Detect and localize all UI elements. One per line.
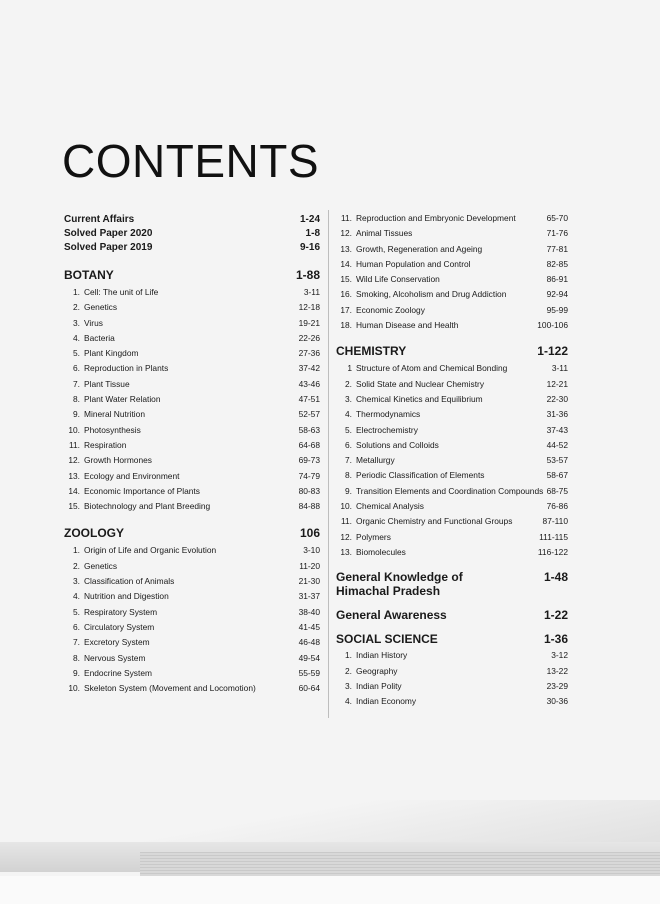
toc-item-pages: 3-10 bbox=[303, 545, 320, 556]
toc-item-number: 5. bbox=[73, 606, 80, 617]
page-bottom-edge bbox=[0, 876, 660, 904]
botany-list bbox=[64, 285, 320, 514]
toc-item-pages: 100-106 bbox=[537, 320, 568, 331]
toc-item-pages: 31-36 bbox=[546, 409, 568, 420]
toc-item-title bbox=[64, 407, 145, 422]
toc-item-label: Photosynthesis bbox=[84, 424, 141, 435]
toc-entry-solved-2019[interactable] bbox=[64, 241, 320, 255]
toc-item-label: Periodic Classification of Elements bbox=[356, 470, 485, 481]
toc-item-pages: 84-88 bbox=[298, 501, 320, 512]
toc-item-label: Indian History bbox=[356, 650, 408, 661]
toc-item[interactable] bbox=[64, 346, 320, 361]
toc-item-number: 1 bbox=[347, 363, 352, 374]
toc-item-number: 4. bbox=[73, 332, 80, 343]
toc-entry-current-affairs[interactable] bbox=[64, 213, 320, 227]
toc-item-number: 7. bbox=[73, 378, 80, 389]
toc-item-title bbox=[336, 484, 543, 499]
toc-item-number: 13. bbox=[68, 470, 80, 481]
toc-item-label: Plant Kingdom bbox=[84, 348, 139, 359]
toc-item-label: Plant Water Relation bbox=[84, 394, 161, 405]
toc-item-label: Human Population and Control bbox=[356, 258, 471, 269]
toc-item-number: 13. bbox=[340, 243, 352, 254]
toc-item[interactable] bbox=[336, 303, 568, 318]
toc-item[interactable] bbox=[336, 211, 568, 226]
toc-item-label: Reproduction in Plants bbox=[84, 363, 169, 374]
toc-item-pages: 44-52 bbox=[546, 439, 568, 450]
toc-item-pages: 41-45 bbox=[298, 621, 320, 632]
toc-item[interactable] bbox=[64, 300, 320, 315]
toc-item-label: Smoking, Alcoholism and Drug Addiction bbox=[356, 289, 507, 300]
zoology-continued-list bbox=[336, 211, 568, 333]
toc-item[interactable] bbox=[336, 694, 568, 709]
toc-item-title bbox=[64, 499, 210, 514]
toc-item-pages: 30-36 bbox=[546, 696, 568, 707]
toc-item-title bbox=[64, 589, 169, 604]
page-bottom-shadow bbox=[0, 800, 660, 844]
section-range: 1-88 bbox=[295, 268, 320, 282]
toc-item-number: 12. bbox=[68, 455, 80, 466]
toc-item[interactable] bbox=[64, 392, 320, 407]
entry-label: Solved Paper 2020 bbox=[64, 228, 153, 239]
page-title: CONTENTS bbox=[62, 135, 319, 187]
gk-title-line2: Himachal Pradesh bbox=[336, 584, 441, 599]
toc-item-number: 17. bbox=[340, 304, 352, 315]
toc-item[interactable] bbox=[336, 438, 568, 453]
toc-item[interactable] bbox=[64, 499, 320, 514]
toc-item-number: 3. bbox=[73, 317, 80, 328]
toc-item-number: 10. bbox=[68, 683, 80, 694]
toc-item-number: 6. bbox=[73, 363, 80, 374]
toc-item-label: Indian Polity bbox=[356, 680, 402, 691]
toc-item-title bbox=[64, 377, 130, 392]
toc-item-label: Geography bbox=[356, 665, 398, 676]
toc-item-pages: 74-79 bbox=[298, 470, 320, 481]
toc-item-pages: 86-91 bbox=[546, 274, 568, 285]
section-heading-botany[interactable] bbox=[64, 268, 320, 282]
toc-item-pages: 92-94 bbox=[546, 289, 568, 300]
toc-item-label: Animal Tissues bbox=[356, 228, 413, 239]
section-heading-general-awareness[interactable] bbox=[336, 608, 568, 622]
toc-item-pages: 23-29 bbox=[546, 680, 568, 691]
section-title: CHEMISTRY bbox=[336, 344, 407, 359]
toc-item-label: Nervous System bbox=[84, 652, 146, 663]
toc-item-title bbox=[64, 331, 115, 346]
toc-item-label: Organic Chemistry and Functional Groups bbox=[356, 516, 513, 527]
entry-pages: 1-24 bbox=[299, 214, 320, 225]
toc-item-label: Circulatory System bbox=[84, 621, 155, 632]
toc-item[interactable] bbox=[64, 559, 320, 574]
toc-item-title bbox=[336, 453, 395, 468]
toc-item-number: 3. bbox=[345, 393, 352, 404]
toc-item-title bbox=[336, 664, 397, 679]
toc-item-label: Biomolecules bbox=[356, 546, 406, 557]
toc-item[interactable] bbox=[64, 681, 320, 696]
toc-item-title bbox=[336, 272, 440, 287]
toc-item[interactable] bbox=[64, 574, 320, 589]
toc-item-title bbox=[64, 316, 103, 331]
toc-item[interactable] bbox=[64, 651, 320, 666]
toc-item-number: 5. bbox=[73, 348, 80, 359]
toc-item-number: 7. bbox=[73, 637, 80, 648]
toc-item[interactable] bbox=[64, 666, 320, 681]
section-title bbox=[336, 570, 463, 598]
toc-item-pages: 95-99 bbox=[546, 304, 568, 315]
toc-item[interactable] bbox=[336, 272, 568, 287]
toc-item-pages: 64-68 bbox=[298, 439, 320, 450]
toc-item-number: 2. bbox=[73, 302, 80, 313]
toc-item-pages: 52-57 bbox=[298, 409, 320, 420]
toc-item-number: 8. bbox=[73, 394, 80, 405]
toc-item-pages: 87-110 bbox=[542, 516, 568, 527]
toc-item[interactable] bbox=[336, 392, 568, 407]
toc-item-title bbox=[336, 392, 483, 407]
toc-item-title bbox=[336, 648, 407, 663]
section-heading-gk-himachal[interactable] bbox=[336, 570, 568, 598]
toc-item[interactable] bbox=[336, 287, 568, 302]
toc-item-title bbox=[336, 694, 416, 709]
toc-item-title bbox=[64, 605, 157, 620]
toc-item-label: Virus bbox=[84, 317, 103, 328]
toc-item-number: 10. bbox=[68, 424, 80, 435]
toc-item-label: Solutions and Colloids bbox=[356, 439, 439, 450]
entry-label: Current Affairs bbox=[64, 214, 135, 225]
toc-item[interactable] bbox=[336, 648, 568, 663]
toc-item-number: 2. bbox=[73, 560, 80, 571]
toc-item-number: 13. bbox=[340, 546, 352, 557]
toc-item-title bbox=[336, 226, 412, 241]
toc-item-number: 2. bbox=[345, 378, 352, 389]
toc-item-number: 7. bbox=[345, 455, 352, 466]
toc-item-pages: 68-75 bbox=[546, 485, 568, 496]
toc-item-title bbox=[336, 303, 425, 318]
toc-item-number: 4. bbox=[345, 409, 352, 420]
toc-item-number: 8. bbox=[73, 652, 80, 663]
toc-item-pages: 12-18 bbox=[298, 302, 320, 313]
toc-item-title bbox=[336, 211, 516, 226]
toc-item[interactable] bbox=[64, 484, 320, 499]
chemistry-list bbox=[336, 361, 568, 560]
toc-item[interactable] bbox=[64, 635, 320, 650]
toc-item-number: 9. bbox=[345, 485, 352, 496]
toc-item-label: Solid State and Nuclear Chemistry bbox=[356, 378, 485, 389]
toc-item-number: 9. bbox=[73, 409, 80, 420]
toc-item-label: Cell: The unit of Life bbox=[84, 287, 159, 297]
toc-item-title bbox=[64, 651, 145, 666]
toc-item-title bbox=[336, 438, 439, 453]
section-range: 1-22 bbox=[543, 608, 568, 623]
entry-pages: 1-8 bbox=[305, 228, 320, 239]
toc-item-pages: 47-51 bbox=[298, 394, 320, 405]
toc-item-label: Biotechnology and Plant Breeding bbox=[84, 501, 211, 512]
toc-item-pages: 31-37 bbox=[298, 591, 320, 602]
toc-item-label: Bacteria bbox=[84, 332, 115, 343]
toc-item[interactable] bbox=[336, 407, 568, 422]
toc-item-number: 11. bbox=[68, 439, 80, 450]
toc-item-pages: 37-42 bbox=[298, 363, 320, 374]
toc-item-number: 3. bbox=[345, 680, 352, 691]
toc-item-label: Human Disease and Health bbox=[356, 320, 459, 331]
toc-item-title bbox=[336, 377, 484, 392]
toc-item[interactable] bbox=[64, 605, 320, 620]
toc-item-number: 16. bbox=[340, 289, 352, 300]
toc-item-title bbox=[336, 545, 406, 560]
toc-item-number: 4. bbox=[345, 696, 352, 707]
toc-item-pages: 77-81 bbox=[546, 243, 568, 254]
entry-pages: 9-16 bbox=[299, 242, 320, 253]
section-heading-chemistry[interactable] bbox=[336, 344, 568, 358]
toc-item-label: Chemical Kinetics and Equilibrium bbox=[356, 393, 483, 404]
toc-item-title bbox=[336, 468, 484, 483]
page-bottom-stripes bbox=[140, 852, 660, 876]
toc-item-pages: 49-54 bbox=[298, 652, 320, 663]
toc-item-title bbox=[336, 499, 424, 514]
toc-item-label: Transition Elements and Coordination Compounds bbox=[356, 485, 544, 496]
toc-item-number: 1. bbox=[345, 650, 352, 661]
toc-item-pages: 11-20 bbox=[299, 560, 320, 571]
toc-item-pages: 60-64 bbox=[298, 683, 320, 694]
toc-item-label: Thermodynamics bbox=[356, 409, 421, 420]
toc-item-number: 3. bbox=[73, 576, 80, 587]
toc-item-pages: 58-67 bbox=[546, 470, 568, 481]
toc-item[interactable] bbox=[336, 377, 568, 392]
toc-item-label: Genetics bbox=[84, 302, 118, 313]
toc-entry-solved-2020[interactable] bbox=[64, 227, 320, 241]
toc-item-pages: 82-85 bbox=[546, 258, 568, 269]
toc-item-number: 1. bbox=[73, 545, 80, 556]
toc-item[interactable] bbox=[336, 318, 568, 333]
toc-item-number: 6. bbox=[73, 621, 80, 632]
toc-item-title bbox=[336, 287, 506, 302]
section-title: BOTANY bbox=[64, 268, 114, 282]
toc-item[interactable] bbox=[336, 545, 568, 560]
toc-item-title bbox=[336, 679, 402, 694]
toc-item-pages: 46-48 bbox=[298, 637, 320, 648]
toc-item-label: Indian Economy bbox=[356, 696, 417, 707]
toc-item-number: 14. bbox=[340, 258, 352, 269]
toc-item-pages: 116-122 bbox=[537, 546, 568, 557]
toc-item-number: 18. bbox=[340, 320, 352, 331]
toc-item[interactable] bbox=[64, 469, 320, 484]
toc-item[interactable] bbox=[64, 361, 320, 376]
toc-item-title bbox=[64, 543, 216, 558]
section-title: ZOOLOGY bbox=[64, 526, 124, 541]
toc-item[interactable] bbox=[64, 285, 320, 300]
toc-item-number: 12. bbox=[340, 531, 352, 542]
toc-item-label: Polymers bbox=[356, 531, 391, 542]
toc-item-label: Wild Life Conservation bbox=[356, 274, 440, 285]
toc-item-number: 9. bbox=[73, 667, 80, 678]
toc-item-label: Ecology and Environment bbox=[84, 470, 180, 481]
toc-item-label: Endocrine System bbox=[84, 667, 152, 678]
toc-item-pages: 58-63 bbox=[298, 424, 320, 435]
toc-item[interactable] bbox=[336, 664, 568, 679]
right-column bbox=[336, 211, 568, 709]
toc-item-label: Chemical Analysis bbox=[356, 501, 424, 512]
toc-item-pages: 71-76 bbox=[546, 228, 568, 239]
toc-item-pages: 76-86 bbox=[546, 501, 568, 512]
social-science-list bbox=[336, 648, 568, 709]
toc-item[interactable] bbox=[64, 423, 320, 438]
toc-item-pages: 3-11 bbox=[551, 363, 568, 374]
toc-item-label: Economic Zoology bbox=[356, 304, 425, 315]
toc-item-number: 11. bbox=[340, 516, 352, 527]
toc-item-number: 15. bbox=[340, 274, 352, 285]
section-heading-zoology[interactable] bbox=[64, 526, 320, 540]
toc-item-pages: 27-36 bbox=[298, 348, 320, 359]
zoology-list bbox=[64, 543, 320, 696]
toc-item-title bbox=[336, 530, 391, 545]
toc-item-number: 11. bbox=[340, 213, 352, 223]
toc-item-number: 8. bbox=[345, 470, 352, 481]
toc-item-pages: 69-73 bbox=[298, 455, 320, 466]
section-range: 1-122 bbox=[537, 344, 568, 359]
toc-item-title bbox=[64, 620, 154, 635]
toc-item-number: 10. bbox=[340, 501, 352, 512]
toc-item-pages: 37-43 bbox=[546, 424, 568, 435]
toc-item[interactable] bbox=[336, 484, 568, 499]
toc-item[interactable] bbox=[336, 530, 568, 545]
toc-item[interactable] bbox=[64, 331, 320, 346]
toc-item-title bbox=[64, 469, 179, 484]
entry-label: Solved Paper 2019 bbox=[64, 242, 153, 253]
toc-item-label: Excretory System bbox=[84, 637, 150, 648]
toc-item-pages: 3-11 bbox=[303, 287, 320, 297]
toc-item-pages: 111-115 bbox=[539, 531, 568, 542]
toc-item-pages: 22-26 bbox=[298, 332, 320, 343]
toc-item[interactable] bbox=[336, 226, 568, 241]
toc-item-label: Skeleton System (Movement and Locomotion) bbox=[84, 683, 256, 694]
toc-item-title bbox=[64, 346, 138, 361]
section-title: General Awareness bbox=[336, 608, 447, 623]
section-range: 106 bbox=[299, 526, 320, 541]
toc-item-title bbox=[64, 666, 152, 681]
toc-item-number: 6. bbox=[345, 439, 352, 450]
toc-item-title bbox=[64, 453, 152, 468]
toc-item-title bbox=[64, 438, 126, 453]
toc-item-title bbox=[64, 559, 117, 574]
toc-item-title bbox=[64, 392, 161, 407]
toc-item-label: Respiration bbox=[84, 439, 127, 450]
toc-item-pages: 13-22 bbox=[546, 665, 568, 676]
toc-item-label: Genetics bbox=[84, 560, 118, 571]
toc-item-label: Origin of Life and Organic Evolution bbox=[84, 545, 217, 556]
toc-item[interactable] bbox=[64, 377, 320, 392]
toc-item-pages: 55-59 bbox=[298, 667, 320, 678]
section-title: SOCIAL SCIENCE bbox=[336, 632, 438, 647]
toc-item[interactable] bbox=[64, 620, 320, 635]
toc-item[interactable] bbox=[64, 589, 320, 604]
toc-item-title bbox=[336, 514, 512, 529]
gk-title-line1: General Knowledge of bbox=[336, 570, 463, 585]
toc-item-number: 2. bbox=[345, 665, 352, 676]
toc-item[interactable] bbox=[336, 468, 568, 483]
toc-item-label: Classification of Animals bbox=[84, 576, 175, 587]
toc-item-pages: 53-57 bbox=[546, 455, 568, 466]
toc-item-number: 5. bbox=[345, 424, 352, 435]
section-heading-social-science[interactable] bbox=[336, 632, 568, 646]
toc-item-pages: 80-83 bbox=[298, 485, 320, 496]
toc-item-pages: 43-46 bbox=[298, 378, 320, 389]
section-range: 1-48 bbox=[543, 570, 568, 585]
section-range: 1-36 bbox=[543, 632, 568, 647]
toc-item-title bbox=[336, 257, 471, 272]
toc-item-label: Metallurgy bbox=[356, 455, 395, 466]
toc-item-label: Growth Hormones bbox=[84, 455, 152, 466]
toc-item-title bbox=[64, 285, 158, 300]
toc-item-title bbox=[64, 635, 150, 650]
toc-item[interactable] bbox=[336, 257, 568, 272]
toc-item-label: Respiratory System bbox=[84, 606, 158, 617]
toc-item-title bbox=[64, 574, 174, 589]
toc-item-pages: 19-21 bbox=[298, 317, 320, 328]
toc-item-pages: 21-30 bbox=[298, 576, 320, 587]
toc-item-pages: 38-40 bbox=[298, 606, 320, 617]
toc-item-title bbox=[64, 300, 117, 315]
toc-item-title bbox=[64, 484, 200, 499]
toc-item-number: 14. bbox=[68, 485, 80, 496]
toc-item[interactable] bbox=[336, 242, 568, 257]
toc-item-title bbox=[64, 361, 168, 376]
toc-item[interactable] bbox=[336, 423, 568, 438]
toc-item-title bbox=[336, 318, 458, 333]
toc-item[interactable] bbox=[336, 499, 568, 514]
toc-item-number: 12. bbox=[340, 228, 352, 239]
toc-item-pages: 12-21 bbox=[546, 378, 568, 389]
column-divider bbox=[328, 210, 329, 718]
toc-item-label: Nutrition and Digestion bbox=[84, 591, 169, 602]
toc-item-label: Mineral Nutrition bbox=[84, 409, 145, 420]
toc-item[interactable] bbox=[336, 514, 568, 529]
toc-item-label: Reproduction and Embryonic Development bbox=[356, 213, 516, 223]
toc-item-title bbox=[336, 242, 482, 257]
toc-item[interactable] bbox=[336, 361, 568, 376]
toc-item-title bbox=[336, 361, 507, 376]
toc-item-number: 15. bbox=[68, 501, 80, 512]
toc-item-title bbox=[336, 407, 420, 422]
toc-item[interactable] bbox=[336, 679, 568, 694]
toc-item[interactable] bbox=[64, 453, 320, 468]
left-column bbox=[64, 213, 320, 696]
toc-item-title bbox=[336, 423, 418, 438]
toc-item-label: Electrochemistry bbox=[356, 424, 418, 435]
toc-item-pages: 3-12 bbox=[551, 650, 568, 661]
toc-item-label: Economic Importance of Plants bbox=[84, 485, 200, 496]
toc-item-label: Plant Tissue bbox=[84, 378, 130, 389]
toc-item-pages: 22-30 bbox=[546, 393, 568, 404]
toc-item[interactable] bbox=[64, 438, 320, 453]
toc-item[interactable] bbox=[64, 543, 320, 558]
toc-item-label: Growth, Regeneration and Ageing bbox=[356, 243, 483, 254]
toc-item-title bbox=[64, 423, 141, 438]
toc-item-title bbox=[64, 681, 256, 696]
toc-item[interactable] bbox=[64, 316, 320, 331]
toc-item[interactable] bbox=[64, 407, 320, 422]
toc-item-number: 1. bbox=[73, 287, 80, 297]
toc-item-number: 4. bbox=[73, 591, 80, 602]
toc-item-label: Structure of Atom and Chemical Bonding bbox=[356, 363, 508, 374]
toc-item-pages: 65-70 bbox=[546, 213, 568, 223]
toc-item[interactable] bbox=[336, 453, 568, 468]
